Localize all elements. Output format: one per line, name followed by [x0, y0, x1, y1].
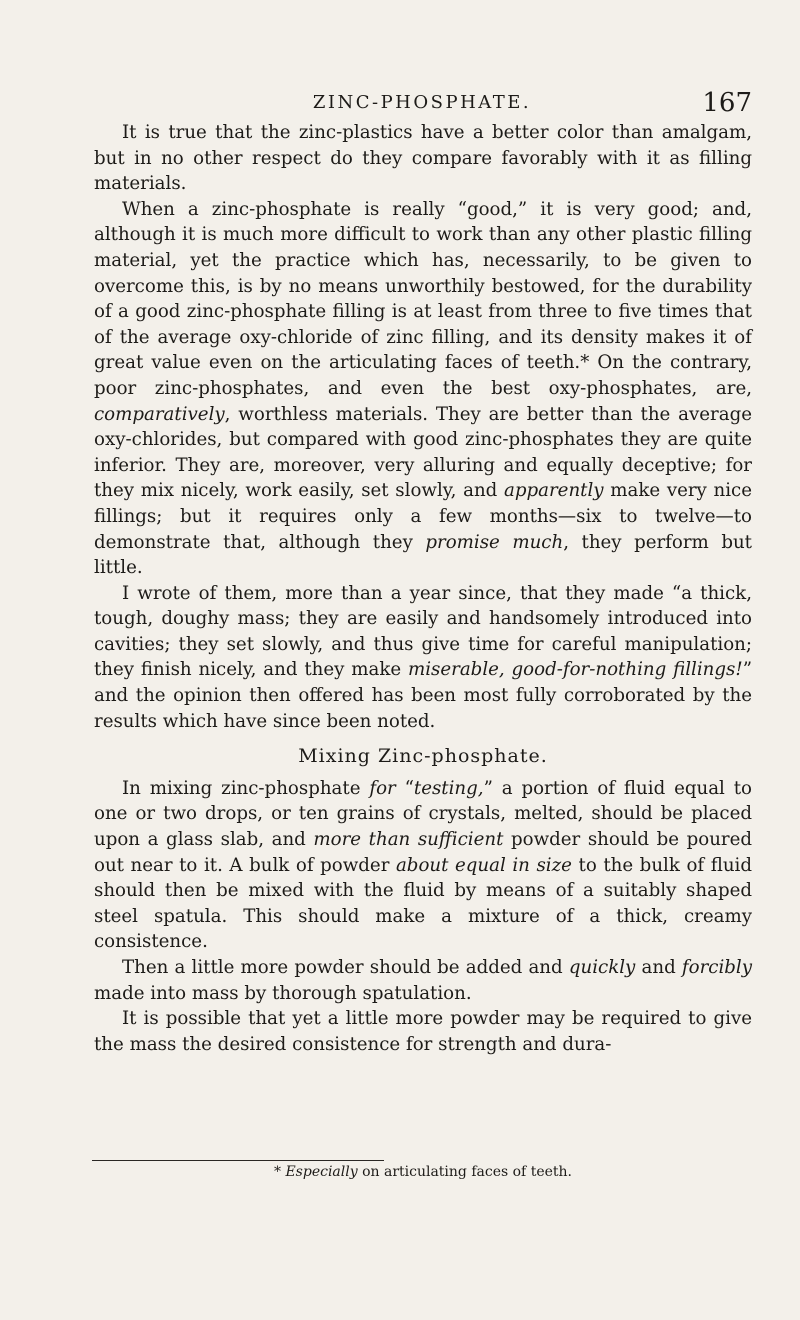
- emphasis-apparently: apparently: [504, 480, 604, 502]
- text-run: When a zinc-phosphate is really “good,” it is very good; and, although it is much more difficult to work than any other plastic filling material, yet the practice which has, necessarily, to be given to overcome this, is by no means unworthily bestowed, for the durability of a good zinc-phosphate filling is at least from three to five times that of the average oxy-chloride of zinc filling, and its density makes it of great value even on the articulating faces of teeth.* On the contrary, poor zinc-phosphates, and even the best oxy-phosphates, are,: [94, 198, 752, 399]
- text-run: make very nice fillings; but it requires only a few months—six to twelve—to demonstrate that, although they: [94, 480, 752, 553]
- text-run: “: [395, 777, 414, 799]
- footnote-text: on articulating faces of teeth.: [357, 1164, 572, 1180]
- text-run: , they perform but little.: [94, 531, 752, 579]
- running-head: ZINC-PHOSPHATE.: [312, 92, 532, 113]
- text-run: In mixing zinc-phosphate: [122, 777, 370, 799]
- footnote: [94, 1164, 752, 1180]
- paragraph-2: [94, 197, 752, 581]
- text-run: to the bulk of fluid should then be mixed with the fluid by means of a suitably shaped steel spatula. This should make a mixture of a thick, creamy consistence.: [94, 854, 752, 953]
- text-run: powder should be poured out near to it. A bulk of powder: [94, 829, 753, 876]
- text-run: and: [635, 957, 682, 978]
- emphasis-miserable: miserable, good-for-nothing fillings!: [407, 659, 743, 681]
- footnote-marker: *: [274, 1164, 286, 1180]
- text-run: , worthless materials. They are better than the average oxy-chlorides, but compared with good zinc-phosphates they are quite inferior. They are, moreover, very alluring and equally deceptive; for they mix nicely, work easily, set slowly, and: [94, 403, 752, 502]
- section-heading: Mixing Zinc-phosphate.: [298, 745, 548, 768]
- footnote-rule: [92, 1160, 384, 1161]
- emphasis-quickly: quickly: [568, 957, 636, 978]
- paragraph-3: [94, 581, 752, 735]
- emphasis-for: for: [369, 777, 396, 799]
- paragraph-4: [94, 776, 752, 955]
- emphasis-promise-much: promise much: [425, 531, 564, 553]
- body-text: [94, 120, 752, 1057]
- text-run: ” a portion of fluid equal to one or two drops, or ten grains of crystals, melted, should be placed upon a glass slab, and: [94, 777, 752, 851]
- emphasis-more-than-sufficient: more than sufficient: [313, 829, 504, 851]
- paragraph-5: [94, 955, 752, 1006]
- text-run: made into mass by thorough spatulation.: [94, 982, 472, 1004]
- emphasis-forcibly: forcibly: [681, 957, 753, 978]
- text-run: ” and the opinion then offered has been most fully corroborated by the results which have since been noted.: [94, 659, 752, 732]
- page-header: [92, 90, 752, 120]
- page-number: 167: [702, 88, 752, 118]
- paragraph-1: It is true that the zinc-plastics have a better color than amalgam, but in no other respect do they compare favorably with it as filling materials.: [94, 122, 752, 195]
- emphasis-about-equal: about equal in size: [395, 854, 572, 876]
- emphasis-testing: testing,: [413, 777, 484, 799]
- text-run: I wrote of them, more than a year since, that they made “a thick, tough, doughy mass; they are easily and handsomely introduced into cavities; they set slowly, and thus give time for careful manipulation; they finish nicely, and they make: [94, 582, 752, 681]
- text-run: Then a little more powder should be added and: [122, 957, 569, 978]
- footnote-emphasis: Especially: [285, 1164, 358, 1180]
- emphasis-comparatively: comparatively: [94, 403, 225, 425]
- paragraph-6: It is possible that yet a little more powder may be required to give the mass the desired consistence for strength and dura-: [94, 1008, 752, 1055]
